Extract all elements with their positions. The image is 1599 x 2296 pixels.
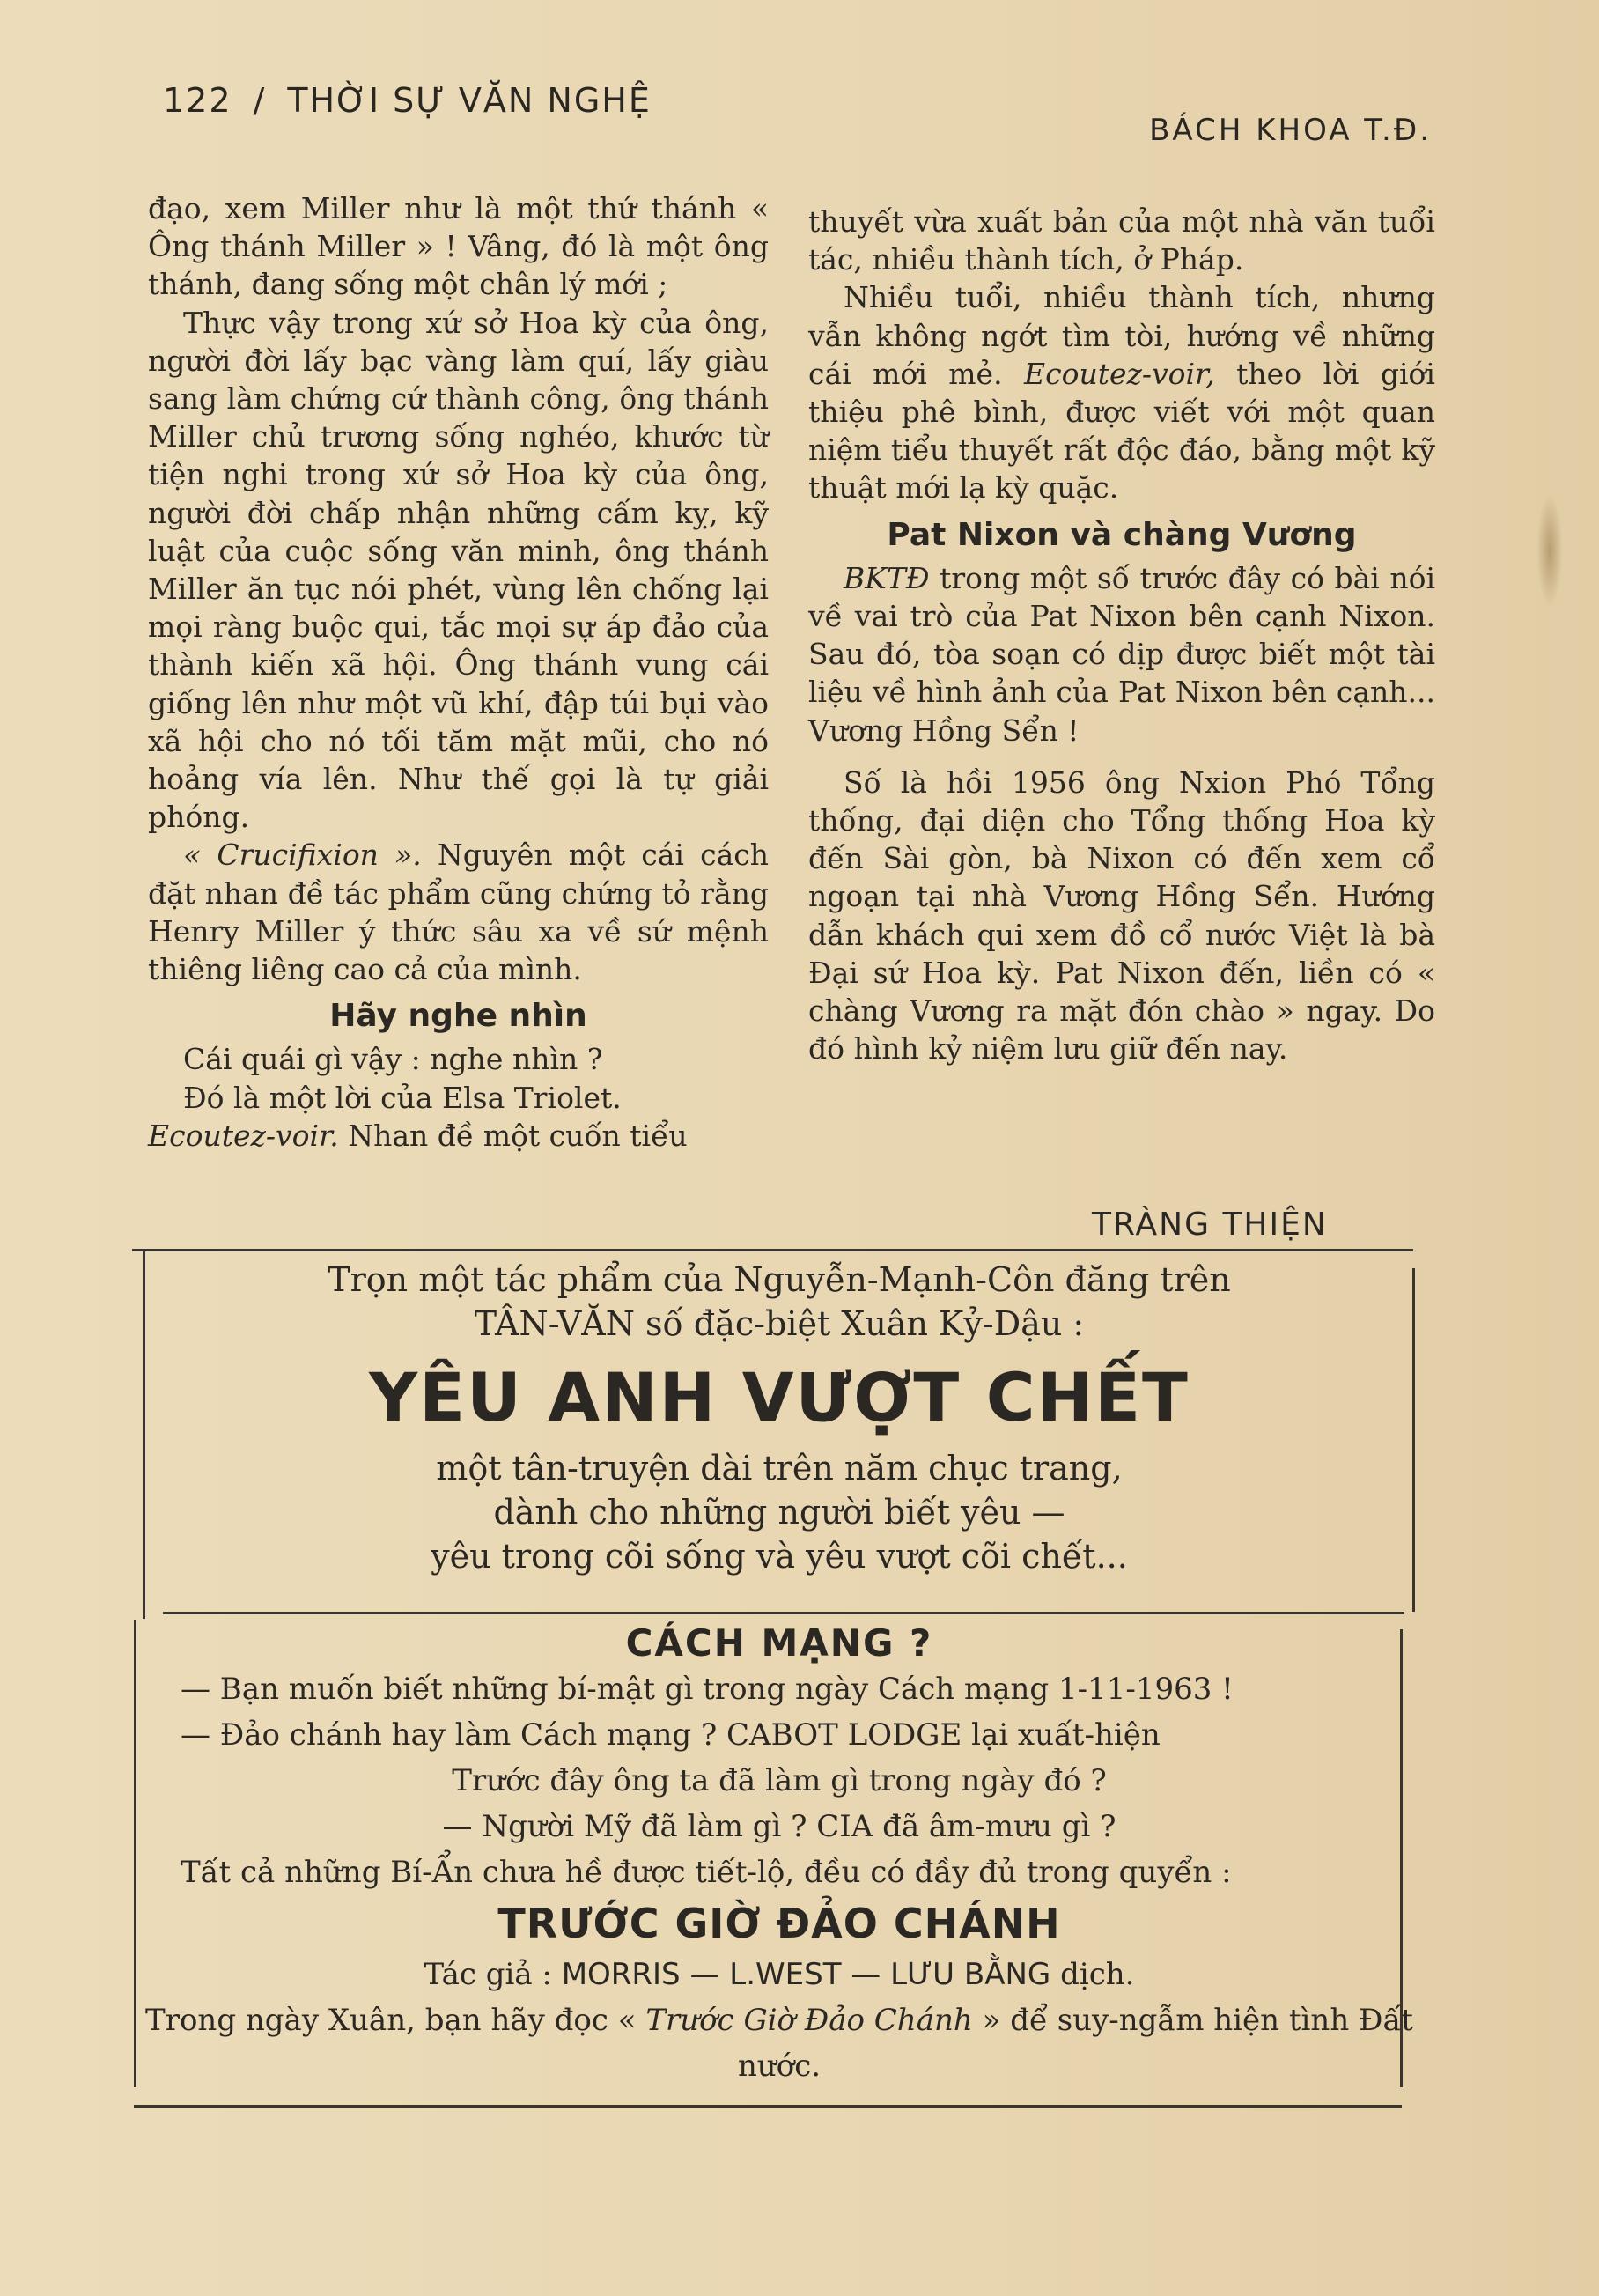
subheading: Hãy nghe nhìn — [329, 998, 587, 1035]
advertisement-tan-van — [145, 1258, 1413, 1578]
ad-line: — Bạn muốn biết những bí-mật gì trong ngày Cách mạng 1-11-1963 ! — [181, 1672, 1234, 1707]
paragraph: đạo, xem Miller như là một thứ thánh « Ông thánh Miller » ! Vâng, đó là một ông thánh, đang sống một chân lý mới ; — [148, 191, 769, 302]
ad-line: TÂN-VĂN số đặc-biệt Xuân Kỷ-Dậu : — [474, 1304, 1085, 1343]
advertisement-book — [145, 1620, 1413, 2089]
paper-stain — [1536, 493, 1563, 608]
left-column — [148, 189, 769, 1155]
paragraph: Đó là một lời của Elsa Triolet. — [183, 1080, 622, 1115]
book-title-inline: Trước Giờ Đảo Chánh — [645, 2003, 973, 2038]
paragraph: Số là hồi 1956 ông Nxion Phó Tổng thống, đại diện cho Tổng thống Hoa kỳ đến Sài gòn, bà Nixon có đến xem cổ ngoạn tại nhà Vương Hồng Sển. Hướng dẫn khách qui xem đồ cổ nước Việt là bà Đại sứ Hoa kỳ. Pat Nixon đến, liền có « chàng Vương ra mặt đón chào » ngay. Do đó hình kỷ niệm lưu giữ đến nay. — [808, 764, 1435, 1067]
ad-line: Trước đây ông ta đã làm gì trong ngày đó ? — [452, 1763, 1107, 1798]
paragraph: Thực vậy trong xứ sở Hoa kỳ của ông, người đời lấy bạc vàng làm quí, lấy giàu sang làm chứng cứ thành công, ông thánh Miller chủ trương sống nghéo, khước từ tiện nghi trong xứ sở Hoa kỳ của ông, người đời chấp nhận những cấm kỵ, kỹ luật của cuộc sống văn minh, ông thánh Miller ăn tục nói phét, vùng lên chống lại mọi ràng buộc qui, tắc mọi sự áp đảo của thành kiến xã hội. Ông thánh vung cái giống lên như một vũ khí, đập túi bụi vào xã hội cho nó tối tăm mặt mũi, cho nó hoảng vía lên. Như thế gọi là tự giải phóng. — [148, 305, 769, 835]
ad-line: Trong ngày Xuân, bạn hãy đọc « Trước Giờ Đảo Chánh » để suy-ngẫm hiện tình Đất nước. — [145, 2003, 1413, 2084]
header-separator: / — [253, 81, 267, 120]
work-title: « Crucifixion ». — [183, 838, 422, 873]
authors: MORRIS — L.WEST — LƯU BẰNG — [561, 1957, 1051, 1992]
author-line: Tác giả : MORRIS — L.WEST — LƯU BẰNG dịch. — [424, 1957, 1135, 1992]
page-header — [163, 81, 652, 120]
magazine-name: BÁCH KHOA T.Đ. — [1149, 113, 1432, 148]
subheading: Pat Nixon và chàng Vương — [887, 516, 1357, 553]
paragraph: Cái quái gì vậy : nghe nhìn ? — [183, 1042, 603, 1077]
ad-line: yêu trong cõi sống và yêu vượt cõi chết... — [431, 1537, 1128, 1576]
ad-line: — Đảo chánh hay làm Cách mạng ? CABOT LODGE lại xuất-hiện — [181, 1717, 1161, 1753]
ad-line: một tân-truyện dài trên năm chục trang, — [436, 1449, 1123, 1488]
ad-heading: CÁCH MẠNG ? — [625, 1621, 933, 1665]
paragraph: « Crucifixion ». Nguyên một cái cách đặt nhan đề tác phẩm cũng chứng tỏ rằng Henry Miller ý thức sâu xa về sứ mệnh thiêng liêng cao cả của mình. — [148, 838, 769, 987]
divider — [134, 2105, 1402, 2108]
work-title: Ecoutez-voir, — [1024, 356, 1215, 391]
ad-line: — Người Mỹ đã làm gì ? CIA đã âm-mưu gì ? — [442, 1809, 1116, 1844]
paragraph: BKTĐ trong một số trước đây có bài nói về vai trò của Pat Nixon bên cạnh Nixon. Sau đó, tòa soạn có dịp được biết một tài liệu về hình ảnh của Pat Nixon bên cạnh... Vương Hồng Sển ! — [808, 560, 1435, 748]
ad-line: Trọn một tác phẩm của Nguyễn-Mạnh-Côn đăng trên — [328, 1260, 1231, 1299]
work-title: Ecoutez-voir. — [148, 1118, 339, 1153]
book-title: TRƯỚC GIỜ ĐẢO CHÁNH — [497, 1900, 1061, 1947]
section-title: THỜI SỰ VĂN NGHỆ — [287, 81, 652, 120]
paragraph: Nhiều tuổi, nhiều thành tích, nhưng vẫn không ngớt tìm tòi, hướng về những cái mới mẻ. Ecoutez-voir, theo lời giới thiệu phê bình, được viết với một quan niệm tiểu thuyết rất độc đáo, bằng một kỹ thuật mới lạ kỳ quặc. — [808, 280, 1435, 506]
divider — [132, 1249, 1413, 1251]
paragraph: thuyết vừa xuất bản của một nhà văn tuổi tác, nhiều thành tích, ở Pháp. — [808, 204, 1435, 277]
box-border — [134, 1620, 136, 2087]
right-column — [808, 203, 1435, 1067]
ad-title: YÊU ANH VƯỢT CHẾT — [369, 1358, 1190, 1436]
paragraph: Ecoutez-voir. Nhan đề một cuốn tiểu — [148, 1118, 688, 1153]
ad-line: Tất cả những Bí-Ẩn chưa hề được tiết-lộ, đều có đầy đủ trong quyển : — [181, 1855, 1232, 1890]
author-signature: TRÀNG THIỆN — [1092, 1207, 1328, 1243]
divider — [163, 1612, 1404, 1614]
abbreviation: BKTĐ — [844, 560, 930, 595]
ad-line: dành cho những người biết yêu — — [493, 1493, 1065, 1532]
page-number: 122 — [163, 81, 232, 120]
